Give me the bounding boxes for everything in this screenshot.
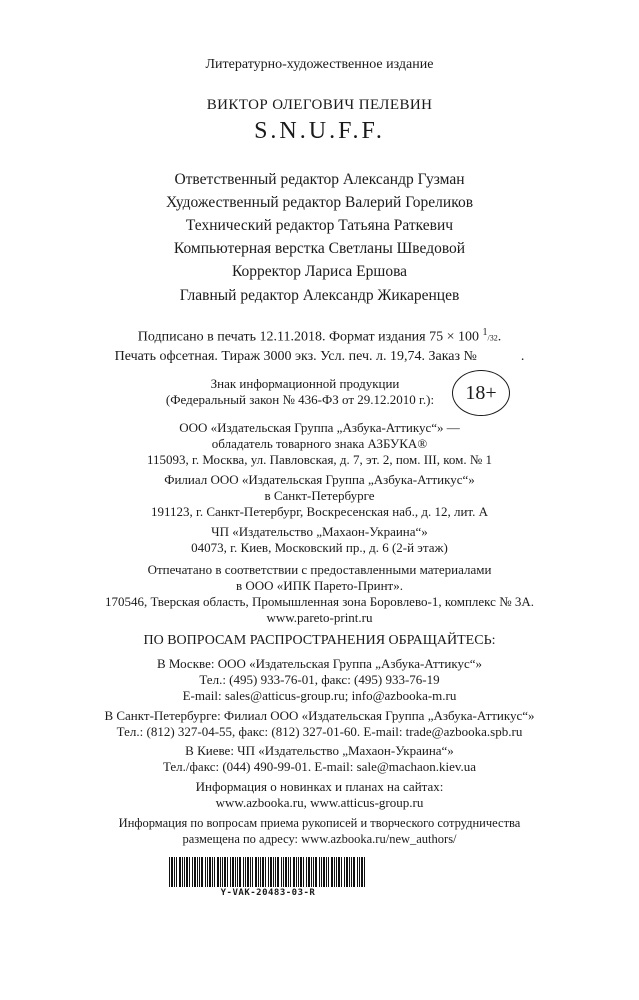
distribution-heading: ПО ВОПРОСАМ РАСПРОСТРАНЕНИЯ ОБРАЩАЙТЕСЬ: [143, 633, 496, 648]
info-sign [0, 376, 600, 408]
book-title: S.N.U.F.F. [254, 118, 385, 144]
print-info-line-2: Печать офсетная. Тираж 3000 экз. Усл. печ. л. 19,74. Заказ № . [114, 348, 525, 364]
branch-line: ЧП «Издательство „Махаон-Украина“» [211, 524, 428, 539]
staff-line: Технический редактор Татьяна Раткевич [185, 217, 454, 234]
staff-list [0, 168, 639, 283]
print-info-line-1: Подписано в печать 12.11.2018. Формат издания 75 × 100 $^1$/32. [137, 327, 502, 345]
barcode-icon [168, 857, 368, 887]
printer-info [0, 562, 639, 626]
chief-editor: Главный редактор Александр Жикаренцев [179, 287, 460, 304]
distribution-email[interactable]: E-mail: sales@atticus-group.ru; info@azbooka-m.ru [182, 688, 457, 703]
staff-line: Ответственный редактор Александр Гузман [174, 171, 465, 188]
edition-type: Литературно-художественное издание [205, 57, 434, 72]
news-line: Информация о новинках и планах на сайтах: [195, 779, 444, 794]
printer-line: в ООО «ИПК Парето-Принт». [235, 578, 403, 593]
branch-line: 191123, г. Санкт-Петербург, Воскресенская наб., д. 12, лит. А [151, 504, 488, 519]
news-info [0, 779, 639, 811]
printer-line: 170546, Тверская область, Промышленная зона Боровлево-1, комплекс № 3А. [105, 594, 534, 609]
info-sign-line: (Федеральный закон № 436-ФЗ от 29.12.2010 г.): [165, 392, 435, 407]
branch-line: 04073, г. Киев, Московский пр., д. 6 (2-й этаж) [191, 540, 448, 555]
branch-spb-info [0, 472, 639, 520]
staff-line: Компьютерная верстка Светланы Шведовой [173, 240, 466, 257]
distribution-moscow [0, 656, 639, 704]
staff-line: Корректор Лариса Ершова [231, 263, 408, 280]
manuscripts-line: Информация по вопросам приема рукописей и творческого сотрудничества [118, 816, 521, 830]
branch-line: Филиал ООО «Издательская Группа „Азбука-Аттикус“» [164, 472, 475, 487]
distribution-line: В Киеве: ЧП «Издательство „Махаон-Украина“» [185, 743, 454, 758]
publisher-line: обладатель товарного знака АЗБУКА® [211, 436, 428, 451]
news-links[interactable]: www.azbooka.ru, www.atticus-group.ru [215, 795, 424, 810]
staff-line: Художественный редактор Валерий Гореликов [165, 194, 474, 211]
distribution-kiev [0, 743, 639, 775]
publisher-line: 115093, г. Москва, ул. Павловская, д. 7, эт. 2, пом. III, ком. № 1 [146, 452, 493, 467]
distribution-email[interactable]: Тел.: (812) 327-04-55, факс: (812) 327-01-60. E-mail: trade@azbooka.spb.ru [116, 724, 523, 739]
print-info [0, 324, 639, 366]
manuscripts-info [0, 816, 639, 847]
branch-line: в Санкт-Петербурге [264, 488, 375, 503]
distribution-line: В Москве: ООО «Издательская Группа „Азбука-Аттикус“» [156, 656, 483, 671]
book-author: ВИКТОР ОЛЕГОВИЧ ПЕЛЕВИН [206, 97, 433, 113]
branch-kiev-info [0, 524, 639, 556]
distribution-line: В Санкт-Петербурге: Филиал ООО «Издательская Группа „Азбука-Аттикус“» [104, 708, 535, 723]
distribution-spb [0, 708, 639, 740]
info-sign-line: Знак информационной продукции [210, 376, 400, 391]
distribution-email[interactable]: Тел./факс: (044) 490-99-01. E-mail: sale@machaon.kiev.ua [162, 759, 477, 774]
distribution-line: Тел.: (495) 933-76-01, факс: (495) 933-76-19 [199, 672, 440, 687]
manuscripts-link[interactable]: размещена по адресу: www.azbooka.ru/new_authors/ [182, 831, 457, 846]
printer-line: Отпечатано в соответствии с предоставленными материалами [147, 562, 492, 577]
publisher-line: ООО «Издательская Группа „Азбука-Аттикус“» — [179, 420, 460, 435]
publisher-info [0, 420, 639, 468]
age-rating-badge: 18+ [452, 370, 510, 416]
printer-link[interactable]: www.pareto-print.ru [266, 610, 373, 625]
barcode-code: Y-VAK-20483-03-R [220, 888, 316, 898]
